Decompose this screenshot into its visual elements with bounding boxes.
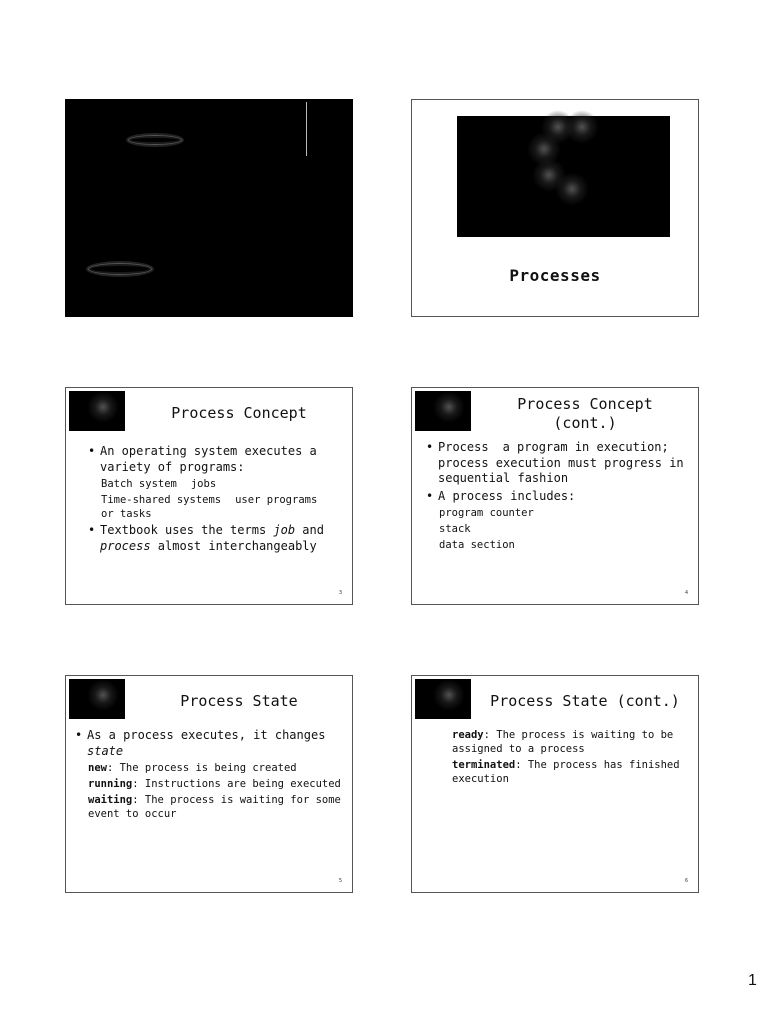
- state-waiting: waiting: The process is waiting for some event to occur: [88, 794, 341, 820]
- slide-body: [88, 444, 328, 556]
- sub-item: data section: [439, 539, 515, 551]
- state-ready: ready: The process is waiting to be assigned to a process: [452, 729, 674, 755]
- state-running: running: Instructions are being executed: [88, 778, 341, 790]
- bullet-item: • Textbook uses the terms job and process almost interchangeably: [88, 523, 328, 554]
- dark-bokeh-image: [457, 116, 670, 237]
- slide-title: Process State (cont.): [490, 692, 680, 710]
- sub-item: program counter: [439, 507, 534, 519]
- bullet-item: • An operating system executes a variety of programs:: [88, 444, 328, 475]
- slide-body: [75, 728, 345, 823]
- slide-title: Process State: [180, 692, 298, 710]
- slide-1-cover: [65, 99, 353, 317]
- header-thumbnail-image: [415, 391, 471, 431]
- ellipse-ring-decoration: [128, 135, 182, 145]
- bullet-item: • As a process executes, it changes state: [75, 728, 345, 759]
- slide-5-process-state: [65, 675, 353, 893]
- slide-6-process-state-cont: [411, 675, 699, 893]
- slide-number: 3: [338, 590, 342, 596]
- sub-item: stack: [439, 523, 471, 535]
- sub-item: Batch system jobs: [101, 478, 217, 490]
- slide-number: 6: [684, 878, 688, 884]
- slide-3-process-concept: [65, 387, 353, 605]
- slide-2-processes: [411, 99, 699, 317]
- header-thumbnail-image: [415, 679, 471, 719]
- bullet-item: • Process a program in execution; process execution must progress in sequential fashion: [426, 440, 684, 487]
- ellipse-ring-decoration: [88, 263, 152, 275]
- header-thumbnail-image: [69, 679, 125, 719]
- state-new: new: The process is being created: [88, 762, 297, 774]
- slide-title: Processes: [509, 266, 601, 285]
- slide-number: 5: [338, 878, 342, 884]
- state-terminated: terminated: The process has finished execution: [452, 759, 680, 785]
- slide-title: Process Concept: [171, 404, 307, 422]
- header-thumbnail-image: [69, 391, 125, 431]
- page-number: 1: [748, 972, 757, 989]
- vertical-line-decoration: [306, 102, 307, 156]
- slide-number: 4: [684, 590, 688, 596]
- slide-body: [426, 440, 684, 554]
- slide-body: [440, 728, 690, 788]
- slide-4-process-concept-cont: [411, 387, 699, 605]
- slide-title: Process Concept (cont.): [517, 395, 653, 432]
- bullet-item: • A process includes:: [426, 489, 684, 505]
- sub-item: Time-shared systems user programs or tasks: [101, 494, 318, 520]
